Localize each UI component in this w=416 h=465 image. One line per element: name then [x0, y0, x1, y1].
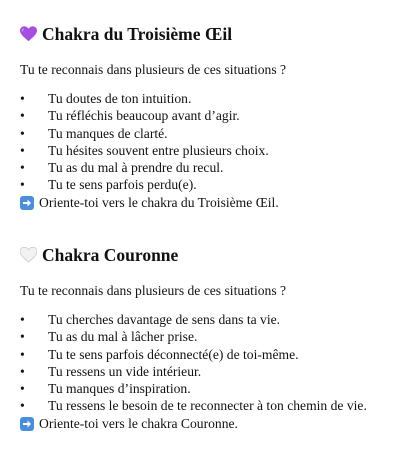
list-item-text: Tu ressens un vide intérieur. [48, 363, 202, 379]
section-intro: Tu te reconnais dans plusieurs de ces situations ? [20, 62, 287, 77]
section-heading [20, 22, 412, 46]
list-item [20, 328, 412, 345]
bullet: • [20, 142, 25, 158]
list-item-text: Tu as du mal à lâcher prise. [48, 329, 198, 345]
list-item-text: Tu cherches davantage de sens dans ta vie. [48, 312, 281, 327]
list-item [20, 380, 412, 397]
bullet: • [20, 91, 25, 106]
list-item-text: Tu te sens parfois perdu(e). [48, 177, 197, 193]
bullet: • [20, 108, 25, 124]
list-item-text: Tu doutes de ton intuition. [48, 91, 192, 106]
bullet: • [20, 381, 25, 397]
list-item [20, 142, 412, 159]
bullet: • [20, 346, 25, 362]
list-item [20, 176, 412, 193]
white-heart-icon [20, 247, 37, 264]
list-item-text: Tu as du mal à prendre du recul. [48, 160, 224, 176]
list-item [20, 311, 412, 328]
purple-heart-icon [20, 26, 37, 43]
list-item [20, 107, 412, 124]
list-item-text: Tu hésites souvent entre plusieurs choix. [48, 142, 269, 158]
bullet: • [20, 329, 25, 345]
orient-text: Oriente-toi vers le chakra du Troisième Œil. [39, 194, 279, 210]
list-item [20, 159, 412, 176]
section-title: Chakra du Troisième Œil [42, 23, 233, 44]
section-title: Chakra Couronne [42, 244, 179, 265]
list-item-text: Tu te sens parfois déconnecté(e) de toi-même. [48, 346, 299, 362]
symptom-list [20, 311, 412, 415]
right-arrow-icon [20, 417, 34, 431]
list-item-text: Tu manques d’inspiration. [48, 381, 191, 397]
section-heading [20, 243, 412, 267]
orient-line [20, 415, 412, 433]
bullet: • [20, 125, 25, 141]
section-intro: Tu te reconnais dans plusieurs de ces situations ? [20, 283, 287, 298]
section-third-eye [20, 22, 412, 212]
section-crown [20, 243, 412, 433]
bullet: • [20, 312, 25, 327]
list-item [20, 397, 412, 414]
list-item-text: Tu manques de clarté. [48, 125, 168, 141]
bullet: • [20, 398, 25, 414]
list-item [20, 363, 412, 380]
list-item [20, 125, 412, 142]
bullet: • [20, 363, 25, 379]
orient-line [20, 194, 412, 212]
orient-text: Oriente-toi vers le chakra Couronne. [39, 415, 238, 431]
symptom-list [20, 90, 412, 194]
list-item [20, 346, 412, 363]
list-item-text: Tu réfléchis beaucoup avant d’agir. [48, 108, 240, 124]
list-item [20, 90, 412, 107]
bullet: • [20, 177, 25, 193]
bullet: • [20, 160, 25, 176]
right-arrow-icon [20, 196, 34, 210]
list-item-text: Tu ressens le besoin de te reconnecter à ton chemin de vie. [48, 398, 367, 414]
